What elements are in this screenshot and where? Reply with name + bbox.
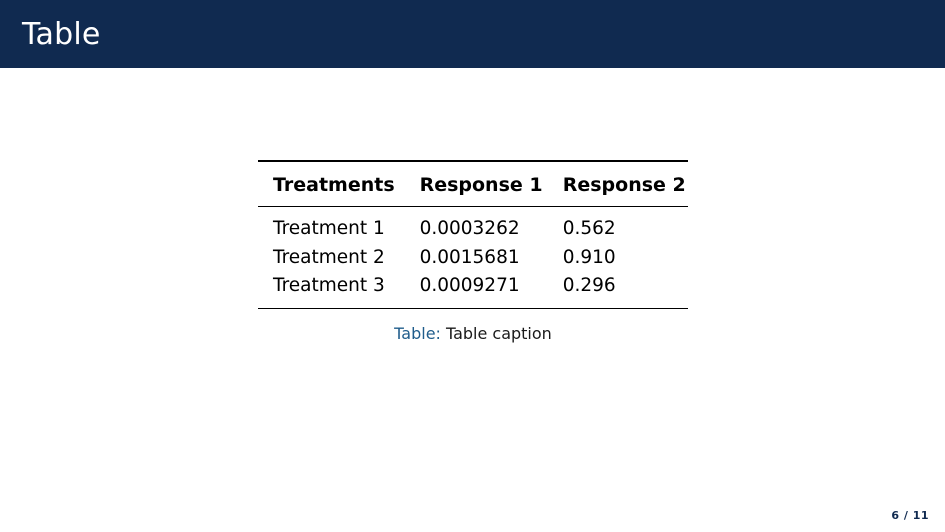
cell-response-2: 0.562: [562, 218, 616, 240]
cell-treatment: Treatment 3: [273, 275, 385, 297]
table-header-row: [258, 171, 688, 199]
rule-cell: [258, 199, 688, 208]
cell-response-1: 0.0015681: [419, 246, 520, 268]
rule-spacer: [258, 199, 688, 206]
page-number: 6 / 11: [891, 509, 929, 522]
cell-response-1: 0.0009271: [419, 275, 520, 297]
caption-text: Table caption: [445, 324, 552, 343]
table-row: [258, 244, 688, 273]
rule-spacer: [258, 301, 688, 308]
table-caption: [258, 324, 688, 343]
caption-label: Table:: [394, 324, 441, 343]
table-bottom-rule: [258, 301, 688, 315]
page-title: Table: [22, 17, 101, 52]
rule-cell: [258, 160, 688, 171]
column-header-response-2: Response 2: [562, 173, 686, 196]
table-top-rule: [258, 160, 688, 171]
slide-content: [0, 68, 945, 532]
data-table: [258, 160, 688, 314]
table-mid-rule: [258, 199, 688, 208]
table-container: [258, 160, 688, 314]
cell-response-1: 0.0003262: [419, 218, 520, 240]
rule-spacer: [258, 162, 688, 171]
cell-response-2: 0.910: [562, 246, 616, 268]
horizontal-rule: [258, 308, 688, 310]
title-bar: [0, 0, 945, 68]
rule-cell: [258, 301, 688, 315]
column-header-response-1: Response 1: [419, 173, 543, 196]
table-row: [258, 207, 688, 244]
cell-treatment: Treatment 1: [273, 218, 385, 240]
cell-response-2: 0.296: [562, 275, 616, 297]
column-header-treatments: Treatments: [273, 173, 395, 196]
cell-treatment: Treatment 2: [273, 246, 385, 268]
table-body: [258, 207, 688, 314]
table-header: [258, 160, 688, 207]
table-row: [258, 272, 688, 301]
